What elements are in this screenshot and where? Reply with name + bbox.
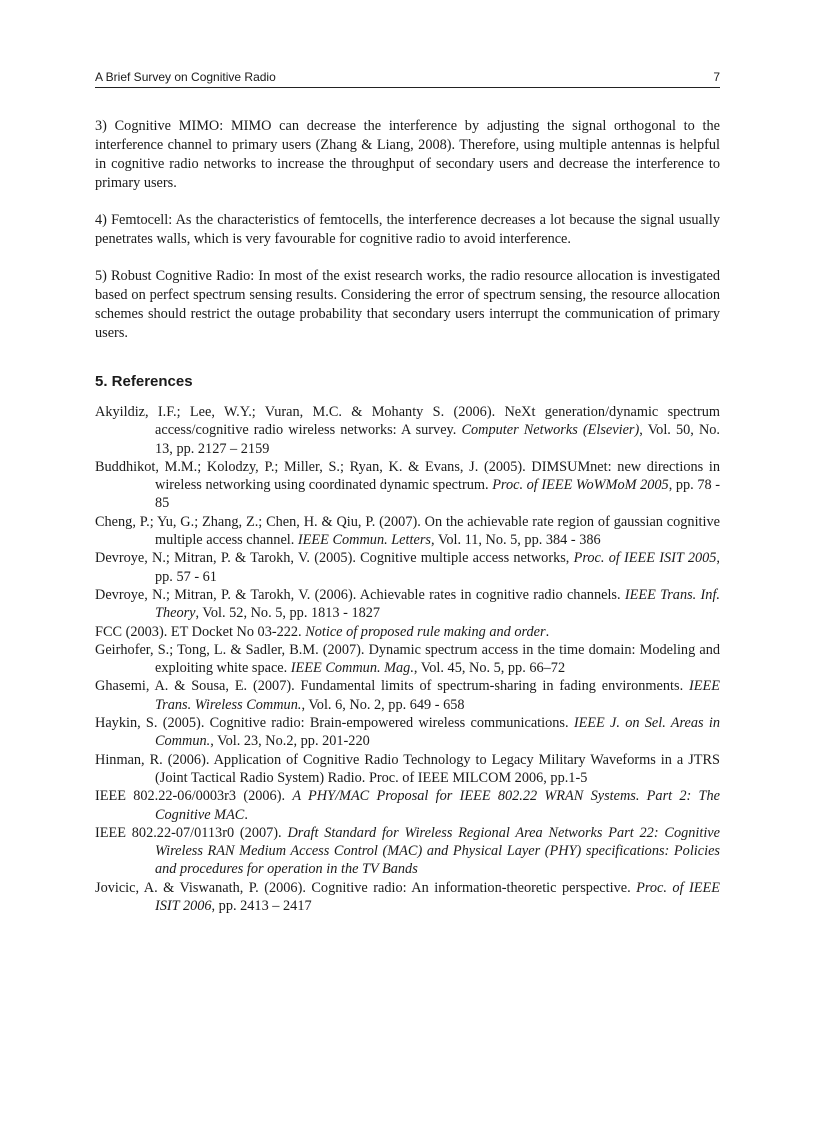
reference-authors-title: Buddhikot, M.M.; Kolodzy, P.; Miller, S.; Ryan, K. & Evans, J. (2005). DIMSUMnet: new directions in wireless networking using coordinated dynamic spectrum. — [95, 458, 720, 494]
reference-item — [95, 513, 720, 550]
reference-authors-title: Akyildiz, I.F.; Lee, W.Y.; Vuran, M.C. & Mohanty S. (2006). NeXt generation/dynamic spectrum access/cognitive radio wireless networks: A survey. — [95, 404, 720, 439]
reference-details: , Vol. 23, No.2, pp. 201-220 — [210, 733, 370, 750]
reference-venue: IEEE Commun. Letters — [297, 532, 431, 549]
reference-authors-title: Ghasemi, A. & Sousa, E. (2007). Fundamental limits of spectrum-sharing in fading environments. — [95, 678, 690, 695]
reference-authors-title: Hinman, R. (2006). Application of Cognitive Radio Technology to Legacy Military Waveforms in a JTRS (Joint Tactical Radio System) Radio. Proc. of IEEE MILCOM 2006, pp.1-5 — [95, 751, 720, 786]
reference-details: , pp. 57 - 61 — [155, 550, 720, 585]
reference-authors-title: Geirhofer, S.; Tong, L. & Sadler, B.M. (2007). Dynamic spectrum access in the time domain: Modeling and exploiting white space. — [95, 641, 720, 677]
running-header — [95, 70, 720, 88]
body-paragraphs — [95, 117, 720, 343]
reference-item — [95, 586, 720, 623]
reference-item — [95, 549, 720, 586]
reference-venue: A PHY/MAC Proposal for IEEE 802.22 WRAN Systems. Part 2: The Cognitive MAC — [155, 788, 720, 823]
reference-details: , pp. 78 - 85 — [155, 477, 720, 512]
paragraph-femtocell: 4) Femtocell: As the characteristics of femtocells, the interference decreases a lot because the signal usually penetrates walls, which is very favourable for cognitive radio to avoid interference. — [95, 212, 720, 247]
reference-details: . — [244, 806, 248, 823]
paragraph-robust-cognitive-radio: 5) Robust Cognitive Radio: In most of the exist research works, the radio resource allocation is investigated based on perfect spectrum sensing results. Considering the error of spectrum sensing, the resource allocation schemes should restrict the outage probability that secondary users interrupt the communication of primary users. — [95, 268, 720, 341]
running-title: A Brief Survey on Cognitive Radio — [95, 70, 276, 84]
reference-venue: IEEE J. on Sel. Areas in Commun. — [155, 715, 720, 750]
reference-details: , Vol. 11, No. 5, pp. 384 - 386 — [430, 532, 601, 549]
reference-venue: Proc. of IEEE WoWMoM 2005 — [492, 477, 669, 494]
reference-item — [95, 641, 720, 678]
reference-authors-title: FCC (2003). ET Docket No 03-222. — [95, 623, 306, 640]
reference-authors-title: IEEE 802.22-07/0113r0 (2007). — [95, 824, 288, 841]
reference-details: , Vol. 50, No. 13, pp. 2127 – 2159 — [155, 422, 721, 457]
reference-venue: Draft Standard for Wireless Regional Area Networks Part 22: Cognitive Wireless RAN Medium Access Control (MAC) and Physical Layer (PHY) specifications: Policies and procedures for operation in the TV Bands — [155, 824, 720, 878]
page-number: 7 — [713, 70, 720, 84]
reference-authors-title: Jovicic, A. & Viswanath, P. (2006). Cognitive radio: An information-theoretic perspective. — [95, 879, 637, 896]
reference-details: , Vol. 6, No. 2, pp. 649 - 658 — [301, 696, 465, 713]
reference-details: , Vol. 52, No. 5, pp. 1813 - 1827 — [195, 605, 381, 622]
reference-venue: Notice of proposed rule making and order — [305, 623, 546, 640]
reference-authors-title: Cheng, P.; Yu, G.; Zhang, Z.; Chen, H. & Qiu, P. (2007). On the achievable rate region of gaussian cognitive multiple access channel. — [95, 513, 720, 549]
reference-authors-title: Devroye, N.; Mitran, P. & Tarokh, V. (2005). Cognitive multiple access networks, — [95, 550, 574, 567]
reference-item — [95, 677, 720, 714]
reference-list — [95, 403, 720, 915]
reference-authors-title: Haykin, S. (2005). Cognitive radio: Brain-empowered wireless communications. — [95, 715, 574, 732]
reference-details: . — [545, 623, 550, 640]
page — [95, 70, 720, 915]
reference-venue: IEEE Trans. Wireless Commun. — [155, 678, 720, 713]
reference-item — [95, 879, 720, 916]
reference-venue: Proc. of IEEE ISIT 2005 — [573, 550, 717, 567]
reference-item — [95, 824, 720, 879]
reference-item — [95, 403, 720, 458]
reference-details: , pp. 2413 – 2417 — [211, 898, 312, 915]
reference-venue: Computer Networks (Elsevier) — [461, 422, 640, 439]
reference-item — [95, 714, 720, 751]
reference-venue: IEEE Trans. Inf. Theory — [155, 586, 720, 622]
reference-venue: Proc. of IEEE ISIT 2006 — [155, 879, 720, 915]
reference-item — [95, 787, 720, 824]
reference-item — [95, 751, 720, 788]
reference-item — [95, 623, 720, 641]
section-heading: 5. References — [95, 373, 193, 390]
reference-authors-title: Devroye, N.; Mitran, P. & Tarokh, V. (2006). Achievable rates in cognitive radio channels. — [95, 586, 625, 603]
reference-venue: IEEE Commun. Mag. — [290, 660, 414, 677]
reference-details: , Vol. 45, No. 5, pp. 66–72 — [413, 660, 566, 677]
reference-item — [95, 458, 720, 513]
reference-authors-title: IEEE 802.22-06/0003r3 (2006). — [95, 788, 293, 805]
paragraph-cognitive-mimo: 3) Cognitive MIMO: MIMO can decrease the interference by adjusting the signal orthogonal to the interference channel to primary users (Zhang & Liang, 2008). Therefore, using multiple antennas is helpful in cognitive radio networks to increase the throughput of secondary users and decrease the interference to primary users. — [95, 118, 720, 191]
